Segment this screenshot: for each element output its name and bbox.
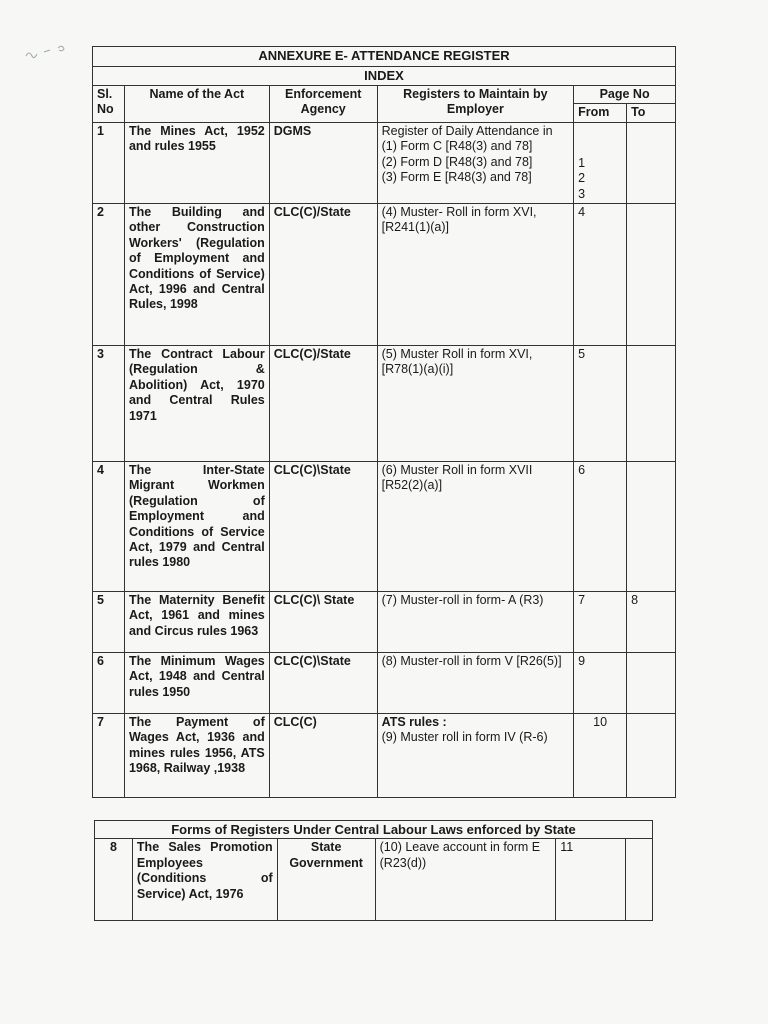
row-sl: 5 bbox=[93, 592, 125, 653]
row-act: The Mines Act, 1952 and rules 1955 bbox=[124, 122, 269, 203]
row-registers: (6) Muster Roll in form XVII [R52(2)(a)] bbox=[377, 462, 574, 592]
table-row bbox=[93, 714, 676, 798]
row-sl: 1 bbox=[93, 122, 125, 203]
row-agency: State Government bbox=[277, 839, 375, 921]
row-to bbox=[626, 839, 653, 921]
table-row bbox=[93, 462, 676, 592]
row-registers bbox=[377, 122, 574, 203]
table-row bbox=[95, 839, 653, 921]
row-act: The Payment of Wages Act, 1936 and mines rules 1956, ATS 1968, Railway ,1938 bbox=[124, 714, 269, 798]
register-line: (2) Form D [R48(3) and 78] bbox=[381, 154, 533, 169]
row-to bbox=[627, 346, 676, 462]
row-from: 6 bbox=[574, 462, 627, 592]
row-agency: CLC(C)\ State bbox=[269, 592, 377, 653]
row-agency: CLC(C) bbox=[269, 714, 377, 798]
header-to: To bbox=[627, 104, 676, 122]
row-to bbox=[627, 122, 676, 203]
attendance-register-table bbox=[92, 46, 676, 798]
document-title: ANNEXURE E- ATTENDANCE REGISTER bbox=[93, 47, 676, 67]
row-sl: 4 bbox=[93, 462, 125, 592]
table-row bbox=[93, 346, 676, 462]
row-sl: 6 bbox=[93, 653, 125, 714]
row-agency: CLC(C)/State bbox=[269, 204, 377, 346]
register-line: (3) Form E [R48(3) and 78] bbox=[381, 170, 532, 185]
page-from-line: 1 bbox=[578, 155, 586, 170]
register-line: (1) Form C [R48(3) and 78] bbox=[381, 139, 533, 154]
row-to: 8 bbox=[627, 592, 676, 653]
index-title: INDEX bbox=[93, 67, 676, 86]
row-registers: (7) Muster-roll in form- A (R3) bbox=[377, 592, 574, 653]
page-from-line: 2 bbox=[578, 171, 586, 186]
row-to bbox=[627, 653, 676, 714]
row-from: 5 bbox=[574, 346, 627, 462]
header-act: Name of the Act bbox=[124, 86, 269, 123]
row-from bbox=[574, 122, 627, 203]
row-sl: 7 bbox=[93, 714, 125, 798]
row-from: 9 bbox=[574, 653, 627, 714]
row-agency: DGMS bbox=[269, 122, 377, 203]
table-row bbox=[93, 122, 676, 203]
row-registers: (10) Leave account in form E (R23(d)) bbox=[375, 839, 556, 921]
register-line: Register of Daily Attendance in bbox=[381, 123, 553, 138]
row-sl: 2 bbox=[93, 204, 125, 346]
row-to bbox=[627, 204, 676, 346]
row-registers: (4) Muster- Roll in form XVI, [R241(1)(a)] bbox=[377, 204, 574, 346]
row-registers: (8) Muster-roll in form V [R26(5)] bbox=[377, 653, 574, 714]
row-from: 4 bbox=[574, 204, 627, 346]
header-agency: Enforcement Agency bbox=[269, 86, 377, 123]
header-registers: Registers to Maintain by Employer bbox=[377, 86, 574, 123]
row-agency: CLC(C)\State bbox=[269, 653, 377, 714]
header-sl-no: Sl. No bbox=[93, 86, 125, 123]
row-from: 10 bbox=[574, 714, 627, 798]
row-agency: CLC(C)\State bbox=[269, 462, 377, 592]
table-row bbox=[93, 653, 676, 714]
row-act: The Maternity Benefit Act, 1961 and mines and Circus rules 1963 bbox=[124, 592, 269, 653]
row-to bbox=[627, 714, 676, 798]
row-from: 11 bbox=[556, 839, 626, 921]
row-registers bbox=[377, 714, 574, 798]
table-row bbox=[93, 592, 676, 653]
table-row bbox=[93, 204, 676, 346]
row-agency: CLC(C)/State bbox=[269, 346, 377, 462]
row-act: The Inter-State Migrant Workmen (Regulation of Employment and Conditions of Service Act, 1979 and Central rules 1980 bbox=[124, 462, 269, 592]
header-from: From bbox=[574, 104, 627, 122]
handwritten-mark bbox=[22, 42, 72, 66]
row-act: The Minimum Wages Act, 1948 and Central rules 1950 bbox=[124, 653, 269, 714]
row-to bbox=[627, 462, 676, 592]
state-registers-table bbox=[94, 820, 653, 921]
page-from-line: 3 bbox=[578, 186, 586, 201]
register-line: (9) Muster roll in form IV (R-6) bbox=[381, 730, 548, 745]
row-sl: 3 bbox=[93, 346, 125, 462]
row-sl: 8 bbox=[95, 839, 133, 921]
header-page-no: Page No bbox=[574, 86, 676, 104]
row-act: The Contract Labour (Regulation & Abolition) Act, 1970 and Central Rules 1971 bbox=[124, 346, 269, 462]
register-heading: ATS rules : bbox=[381, 715, 447, 730]
row-act: The Sales Promotion Employees (Conditions of Service) Act, 1976 bbox=[132, 839, 277, 921]
row-act: The Building and other Construction Workers' (Regulation of Employment and Conditions of Service) Act, 1996 and Central Rules, 1998 bbox=[124, 204, 269, 346]
row-registers: (5) Muster Roll in form XVI, [R78(1)(a)(i)] bbox=[377, 346, 574, 462]
state-section-title: Forms of Registers Under Central Labour Laws enforced by State bbox=[95, 821, 653, 839]
row-from: 7 bbox=[574, 592, 627, 653]
